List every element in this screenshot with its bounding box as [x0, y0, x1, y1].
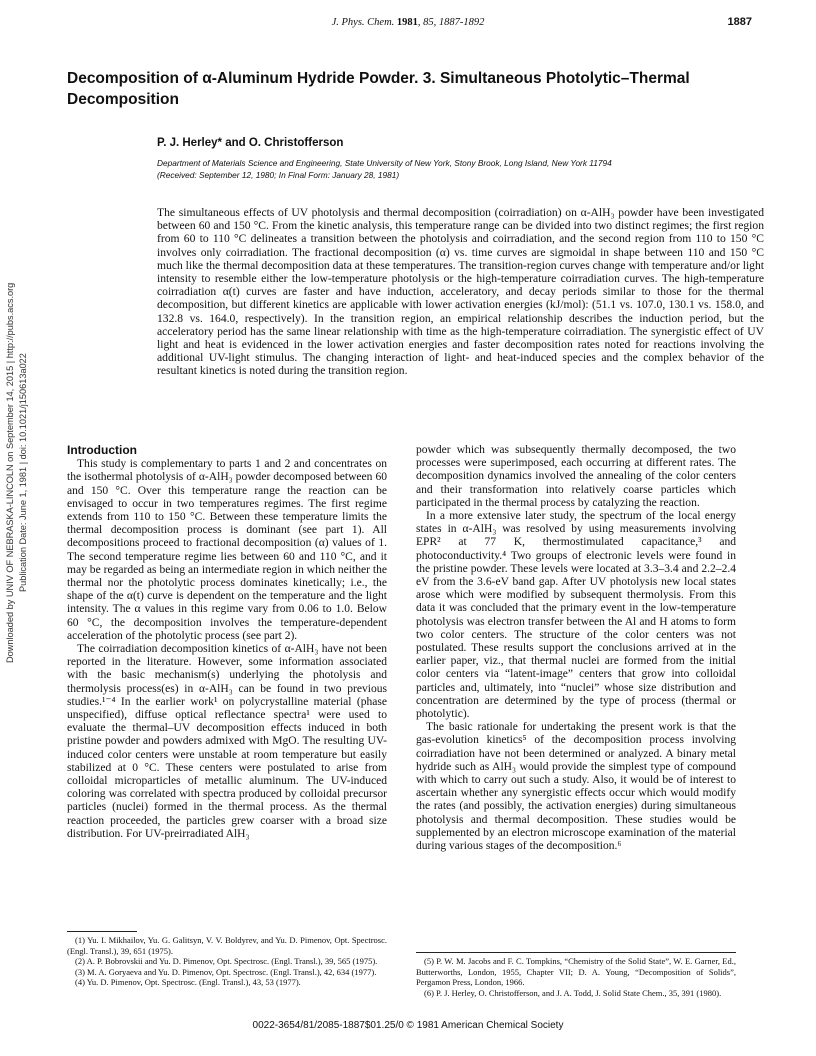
affiliation: Department of Materials Science and Engineering, State University of New York, Stony Brook, Long Island, New York 11794 [157, 158, 612, 168]
body-paragraph: powder which was subsequently thermally decomposed, the two processes were superimposed, each occurring at different rates. The decomposition dynamics involved the annealing of the color centers and their transformation into relatively coarse particles which participated in the thermal process by catalyzing the reaction. [416, 444, 736, 509]
journal-year: 1981 [396, 17, 418, 28]
download-notice: Downloaded by UNIV OF NEBRASKA-LINCOLN on September 14, 2015 | http://pubs.acs.org [5, 282, 15, 664]
affiliation-block [157, 158, 757, 181]
received-dates: (Received: September 12, 1980; In Final Form: January 28, 1981) [157, 169, 400, 180]
footnote: (1) Yu. I. Mikhailov, Yu. G. Galitsyn, V. V. Boldyrev, and Yu. D. Pimenov, Opt. Spectrosc. (Engl. Transl.), 39, 651 (1975). [67, 935, 387, 956]
body-paragraph: The basic rationale for undertaking the present work is that the gas-evolution kinetics⁵ of the decomposition process involving coirradiation have not been determined or analyzed. A binary metal hydride such as AlH₃ would provide the simplest type of compound with which to carry out such a study. Also, it would be of interest to ascertain whether any synergistic effects occur which would modify the rates (and possibly, the activation energies) during simultaneous photolysis and thermal decomposition. These studies would be supplemented by an electron microscope examination of the material during various stages of the decomposition.⁶ [416, 721, 736, 853]
journal-name: J. Phys. Chem. [331, 17, 395, 28]
footnote: (6) P. J. Herley, O. Christofferson, and J. A. Todd, J. Solid State Chem., 35, 391 (1980). [424, 987, 722, 998]
section-heading-introduction: Introduction [67, 443, 137, 457]
footnote: (4) Yu. D. Pimenov, Opt. Spectrosc. (Engl. Transl.), 43, 53 (1977). [75, 977, 301, 987]
footnotes-left [67, 935, 387, 988]
publication-notice: Publication Date: June 1, 1981 | doi: 10.1021/j150613a022 [18, 353, 28, 593]
body-paragraph: The coirradiation decomposition kinetics of α-AlH₃ have not been reported in the literature. However, some information associated with the basic mechanism(s) underlying the photolysis and thermolysis process(es) in α-AlH₃ can be found in two previous studies.¹⁻⁴ In the earlier work¹ on polycrystalline material (phase unspecified), diffuse optical reflectance spectra¹ were used to evaluate the thermal–UV decomposition effects induced in both pristine powder and powders admixed with MgO. The resulting UV-induced color centers were unstable at room temperature but easily stabilized at 0 °C. These centers were postulated to arise from colloidal microparticles of metallic aluminum. The UV-induced coloring was correlated with spectra produced by colloidal precursor particles (nuclei) formed in the thermal process. As the thermal reaction proceeded, the particles grew coarser with a broad size distribution. For UV-preirradiated AlH₃ [67, 643, 387, 840]
article-title: Decomposition of α-Aluminum Hydride Powder. 3. Simultaneous Photolytic–Thermal Decomposition [67, 70, 690, 108]
authors: P. J. Herley* and O. Christofferson [157, 137, 344, 149]
body-paragraph: This study is complementary to parts 1 and 2 and concentrates on the isothermal photolysis of α-AlH₃ powder decomposed between 60 and 150 °C. Over this temperature range the reaction can be envisaged to occur in two temperatures regimes. The first regime extends from 110 to 150 °C. Between these temperature limits the thermal decomposition process is dominant (see part 1). All decompositions proceed to fractional decomposition (α) values of 1. The second temperature regime lies between 60 and 110 °C, and it may be regarded as being an intermediate region in which neither the thermal nor the photolytic process dominates kinetically; i.e., the shape of the α(t) curve is dependent on the temperature and the light intensity. The α values in this regime vary from 0.06 to 1.0. Below 60 °C, the decomposition involves the temperature-dependent acceleration of the photolytic process (see part 2). [67, 458, 387, 642]
body-paragraph: In a more extensive later study, the spectrum of the local energy states in α-AlH₃ was resolved by using measurements involving EPR² at 77 K, thermostimulated capacitance,³ and photoconductivity.⁴ Two groups of electronic levels were found in the pristine powder. These levels were located at 3.3–3.4 and 2.2–2.4 eV from the 3.6-eV band gap. After UV photolysis new local states arose which were modified by subsequent thermolysis. From this data it was concluded that the primary event in the low-temperature photolysis was electron transfer between the Al and H atoms to form two color centers. The structure of the color centers was not postulated. These results support the conclusions arrived at in the earlier paper, viz., that thermal nuclei are formed from the initial color centers via “latent-image” centers that grow into colloidal particles and, ultimately, into “nuclei” whose size distribution and concentration are determined by the type of process (thermal or photolytic). [416, 510, 736, 721]
footnote: (5) P. W. M. Jacobs and F. C. Tompkins, “Chemistry of the Solid State”, W. E. Garner, Ed., Butterworths, London, 1955, Chapter VII; D. A. Young, “Decomposition of Solids”, Pergamon Press, London, 1966. [416, 956, 736, 987]
footnote: (3) M. A. Goryaeva and Yu. D. Pimenov, Opt. Spectrosc. (Engl. Transl.), 42, 634 (1977). [75, 966, 377, 977]
download-sidebar [3, 268, 33, 678]
journal-volume-pages: , 85, 1887-1892 [417, 17, 485, 28]
page-number: 1887 [727, 16, 752, 28]
abstract: The simultaneous effects of UV photolysis and thermal decomposition (coirradiation) on α-AlH₃ powder have been investigated between 60 and 150 °C. From the kinetic analysis, this temperature range can be divided into two distinct regimes; the first region from 60 to 110 °C delineates a transition between the photolysis and coirradiation, and the second region from 110 to 150 °C involves only coirradiation. The fractional decomposition (α) vs. time curves are sigmoidal in shape between 110 and 150 °C much like the thermal decomposition data at these temperatures. The transition-region curves change with temperature and/or light intensity to resemble either the low-temperature photolysis or the high-temperature coirradiation curves. The high-temperature coirradiation α(t) curves are faster and have induction, acceleratory, and decay periods similar to those for the thermal decomposition, but different kinetics are applicable with lower activation energies (kJ/mol): (51.1 vs. 107.0, 130.1 vs. 158.0, and 132.8 vs. 164.0, respectively). In the transition region, an empirical relationship describes the induction period, but the acceleratory period has the same linear relationship with time as the high-temperature coirradiation. The synergistic effect of UV light and heat is evidenced in the lower activation energies and faster decomposition rates noted for reactions involving the additional UV-light stimulus. The changing interaction of light- and heat-induced species and the complex behavior of the resultant kinetics is noted during the transition region. [157, 206, 764, 378]
footnotes-right [416, 956, 736, 998]
right-column [416, 444, 736, 853]
footnote-rule [416, 952, 736, 953]
footnote-rule [67, 931, 137, 932]
left-column [67, 444, 387, 841]
running-header [0, 17, 816, 28]
footnote: (2) A. P. Bobrovskii and Yu. D. Pimenov, Opt. Spectrosc. (Engl. Transl.), 39, 565 (1975). [75, 956, 378, 966]
copyright-footer: 0022-3654/81/2085-1887$01.25/0 © 1981 American Chemical Society [252, 1020, 564, 1031]
